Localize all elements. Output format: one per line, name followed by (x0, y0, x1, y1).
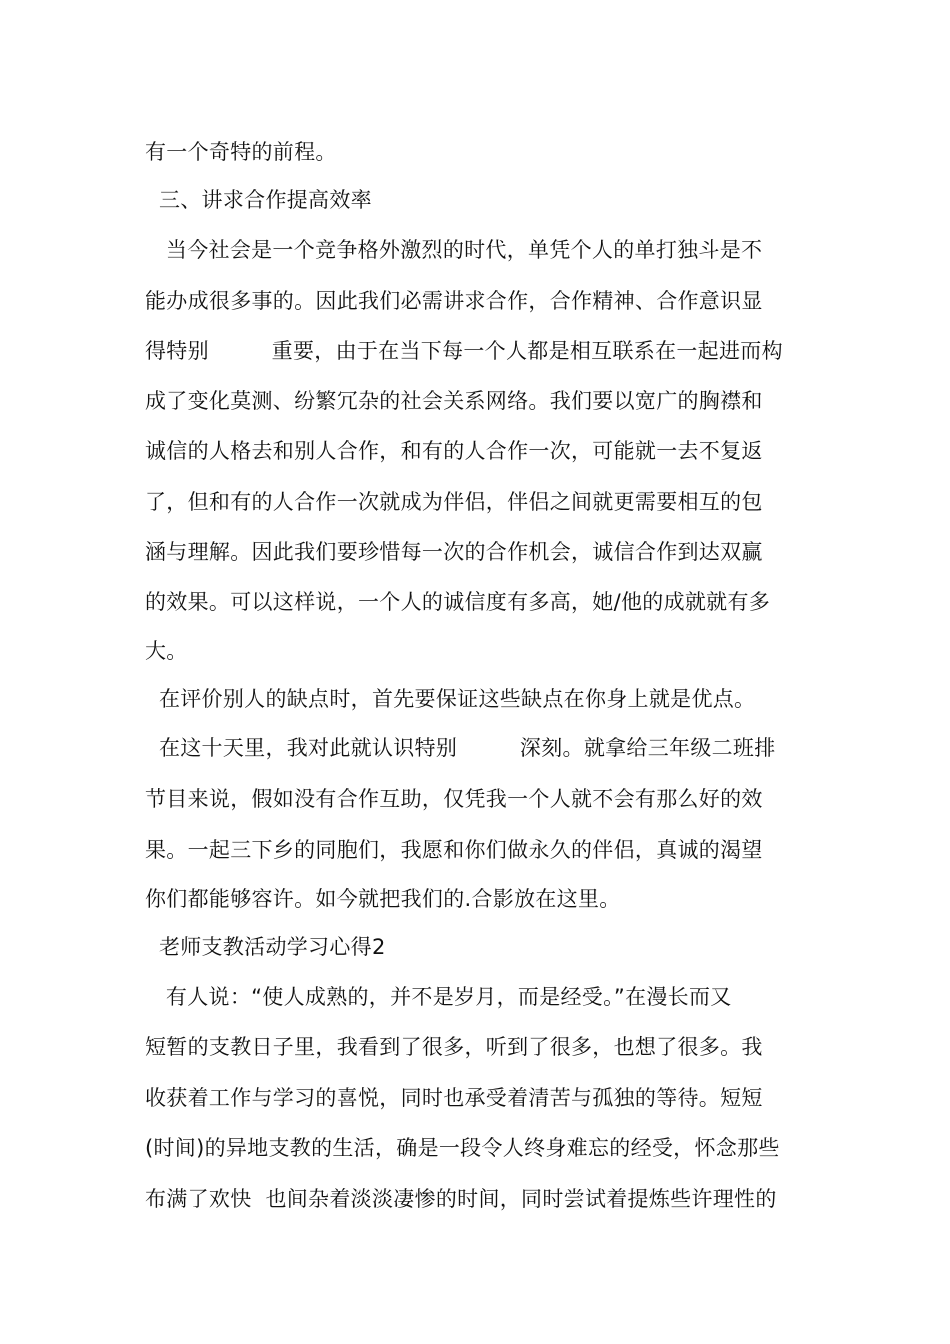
text-line: 当今社会是一个竞争格外激烈的时代，单凭个人的单打独斗是不 (145, 238, 763, 262)
text-line: 你们都能够容许。如今就把我们的.合影放在这里。 (145, 887, 621, 911)
text-line: 的效果。可以这样说，一个人的诚信度有多高，她/他的成就就有多 (145, 590, 771, 614)
text-line: 成了变化莫测、纷繁冗杂的社会关系网络。我们要以宽广的胸襟和 (145, 389, 763, 413)
text-line: 收获着工作与学习的喜悦，同时也承受着清苦与孤独的等待。短短 (145, 1086, 763, 1110)
text-line: 有一个奇特的前程。 (145, 140, 337, 164)
text-line: 在评价别人的缺点时，首先要保证这些缺点在你身上就是优点。 (145, 687, 756, 711)
text-line: 短暂的支教日子里，我看到了很多，听到了很多，也想了很多。我 (145, 1035, 763, 1059)
text-line: 有人说：“使人成熟的，并不是岁月，而是经受。”在漫长而又 (145, 985, 732, 1009)
text-line: (时间)的异地支教的生活，确是一段令人终身难忘的经受，怀念那些 (145, 1136, 780, 1160)
text-line: 大。 (145, 639, 188, 663)
text-line: 涵与理解。因此我们要珍惜每一次的合作机会，诚信合作到达双赢 (145, 540, 763, 564)
text-line: 节目来说，假如没有合作互助，仅凭我一个人就不会有那么好的效 (145, 787, 763, 811)
text-line: 得特别 重要，由于在当下每一个人都是相互联系在一起进而构 (145, 339, 783, 363)
text-line: 在这十天里，我对此就认识特别 深刻。就拿给三年级二班排 (145, 736, 776, 760)
section-heading: 老师支教活动学习心得2 (145, 935, 386, 959)
text-line: 了，但和有的人合作一次就成为伴侣，伴侣之间就更需要相互的包 (145, 490, 763, 514)
text-line: 布满了欢快 也间杂着淡淡凄惨的时间，同时尝试着提炼些许理性的 (145, 1187, 777, 1211)
text-line: 能办成很多事的。因此我们必需讲求合作，合作精神、合作意识显 (145, 289, 763, 313)
section-heading: 三、讲求合作提高效率 (145, 188, 372, 212)
text-line: 诚信的人格去和别人合作，和有的人合作一次，可能就一去不复返 (145, 439, 763, 463)
text-line: 果。一起三下乡的同胞们，我愿和你们做永久的伴侣，真诚的渴望 (145, 838, 763, 862)
